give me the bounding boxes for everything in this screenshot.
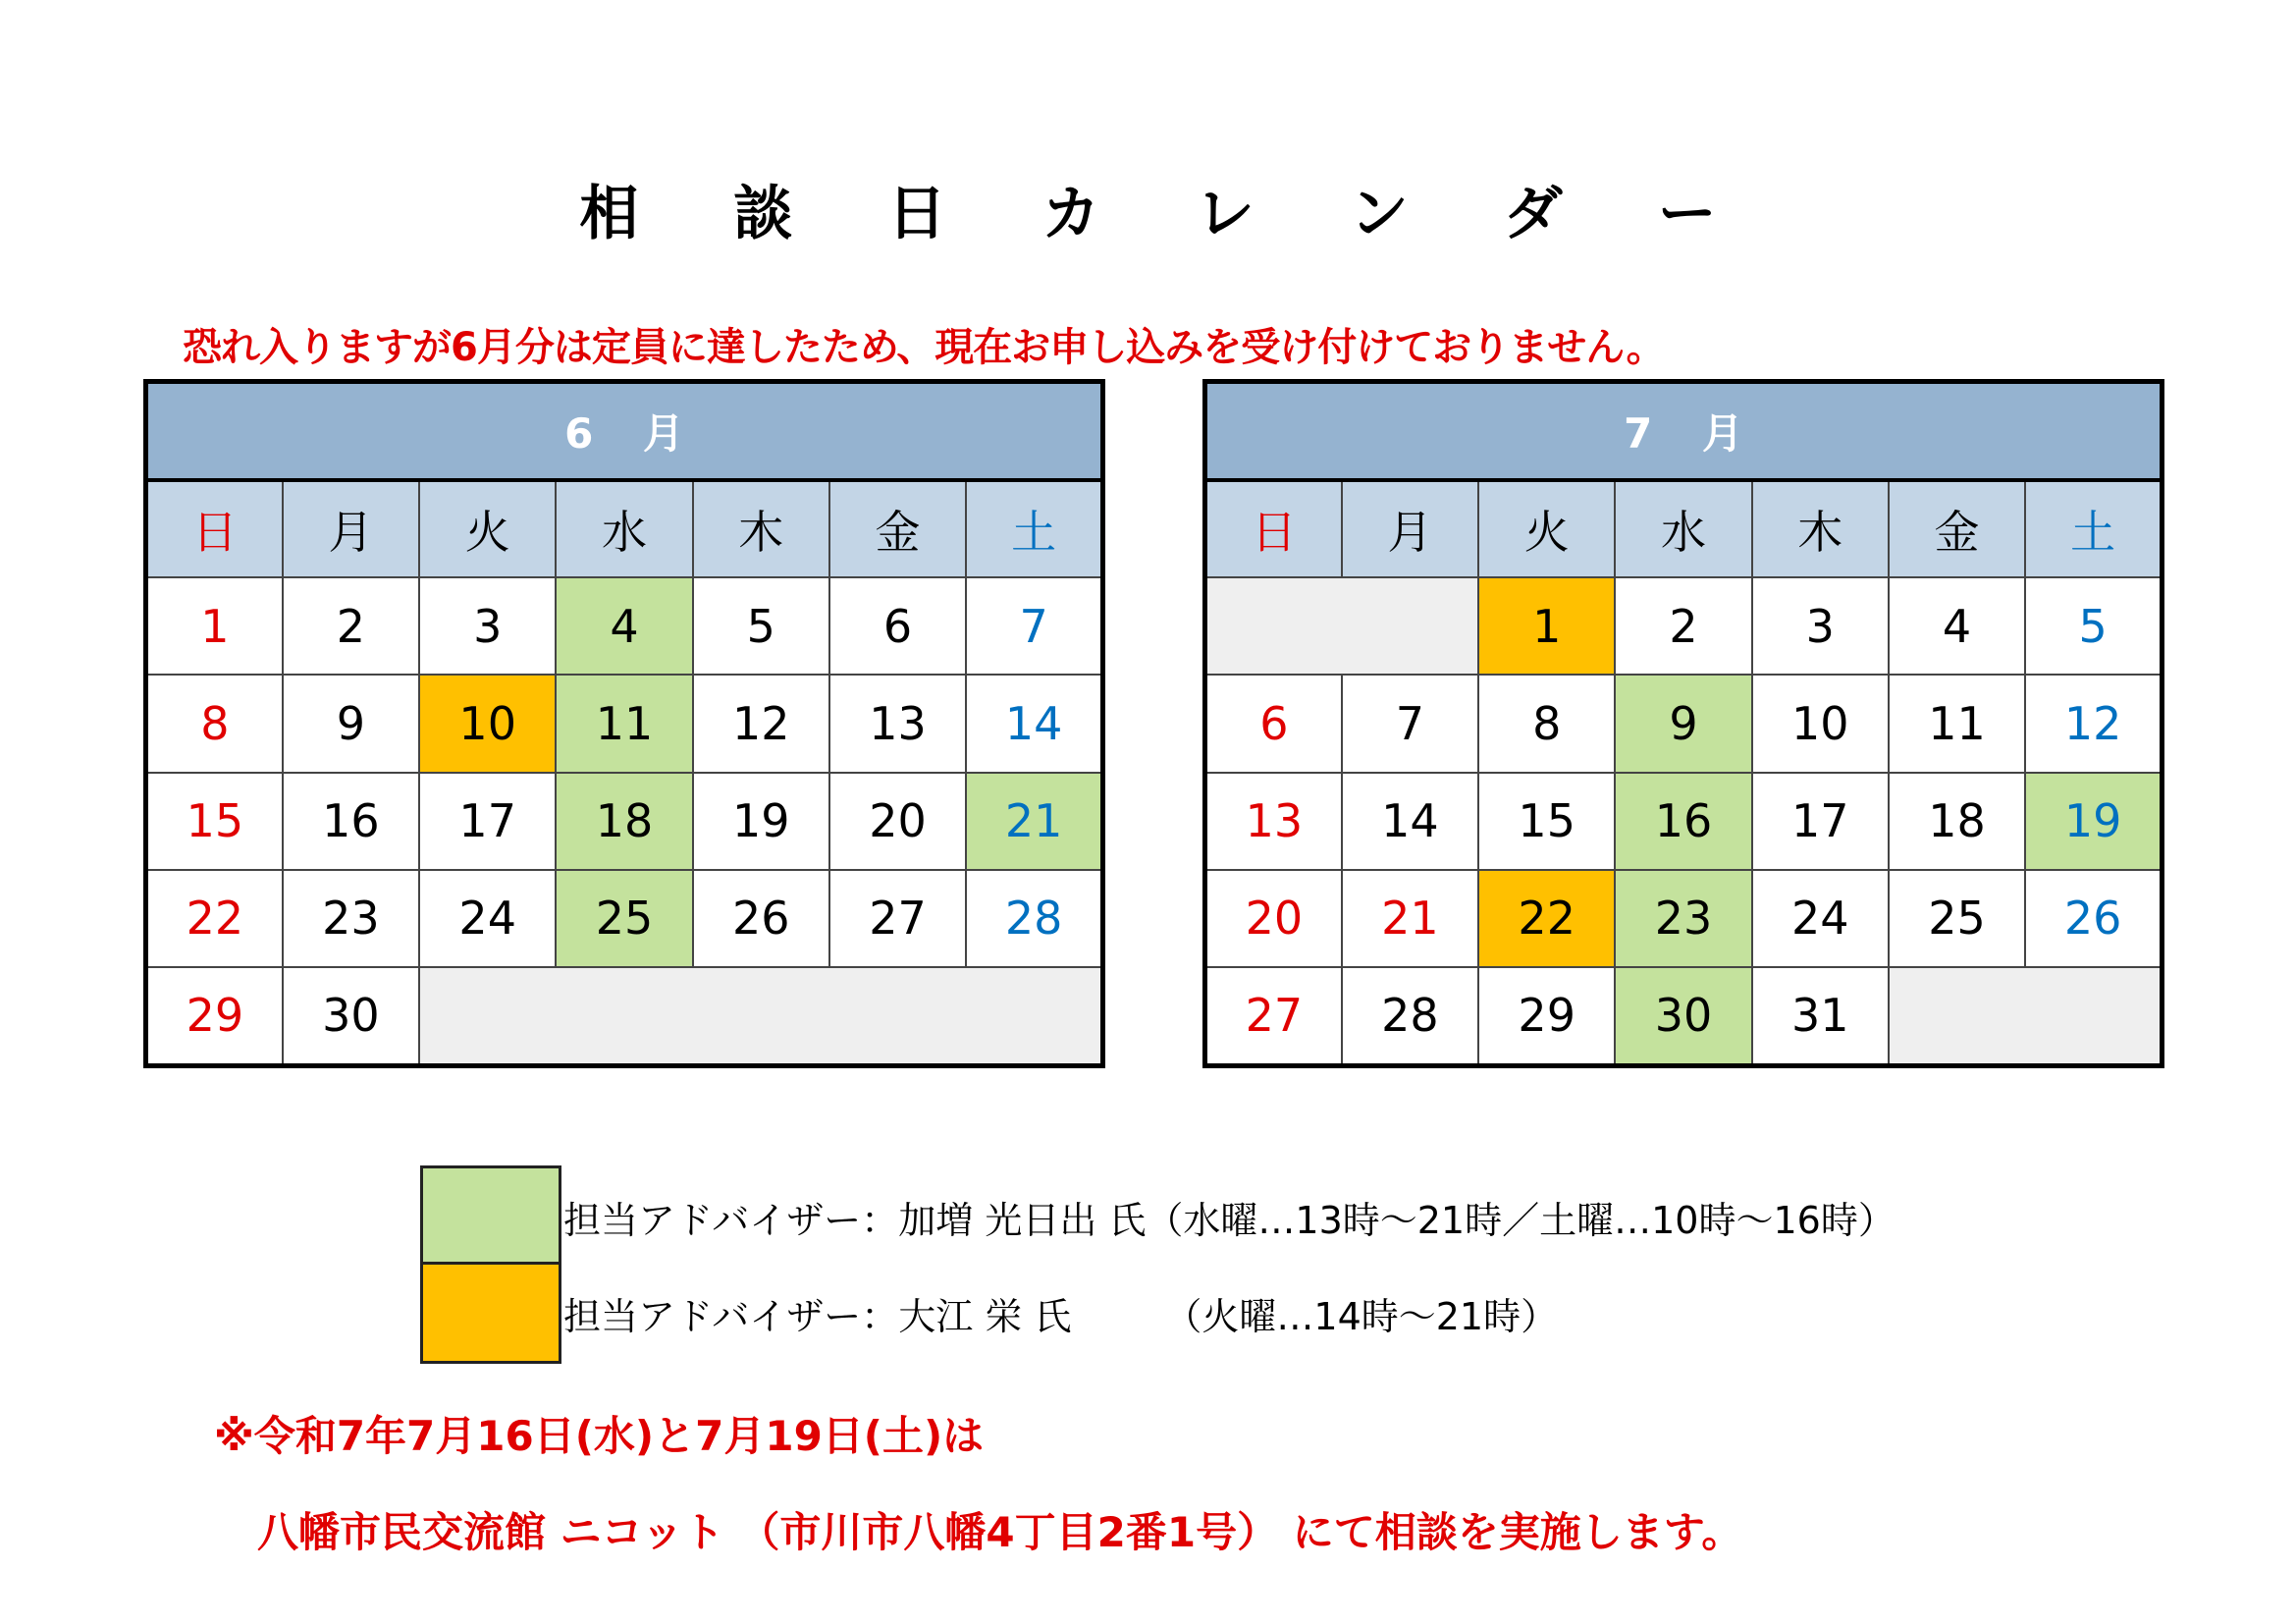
july-day-cell: 10 — [1752, 675, 1889, 772]
july-weekday-3: 水 — [1615, 480, 1751, 577]
june-week-row — [146, 967, 1103, 1066]
legend-orange-swatch — [420, 1262, 561, 1364]
july-day-cell: 3 — [1752, 577, 1889, 675]
july-day-cell: 13 — [1205, 773, 1342, 870]
june-weekday-1: 月 — [283, 480, 419, 577]
june-day-cell: 6 — [829, 577, 966, 675]
july-day-cell: 25 — [1889, 870, 2025, 967]
june-day-cell: 25 — [556, 870, 692, 967]
june-day-cell: 27 — [829, 870, 966, 967]
july-day-cell: 5 — [2025, 577, 2162, 675]
july-day-cell: 14 — [1342, 773, 1478, 870]
july-weekday-2: 火 — [1478, 480, 1615, 577]
july-day-cell: 26 — [2025, 870, 2162, 967]
july-day-cell: 20 — [1205, 870, 1342, 967]
june-weekday-row — [146, 480, 1103, 577]
june-day-cell: 8 — [146, 675, 283, 772]
june-day-cell: 2 — [283, 577, 419, 675]
july-day-cell: 6 — [1205, 675, 1342, 772]
july-day-cell: 18 — [1889, 773, 2025, 870]
legend-green-swatch — [420, 1165, 561, 1268]
july-day-cell: 23 — [1615, 870, 1751, 967]
july-weekday-6: 土 — [2025, 480, 2162, 577]
june-day-cell: 21 — [966, 773, 1102, 870]
june-day-cell: 12 — [693, 675, 829, 772]
june-week-row — [146, 870, 1103, 967]
june-day-cell: 20 — [829, 773, 966, 870]
june-day-cell: 5 — [693, 577, 829, 675]
july-weekday-0: 日 — [1205, 480, 1342, 577]
june-day-cell: 18 — [556, 773, 692, 870]
june-calendar — [143, 379, 1105, 1068]
june-day-cell: 17 — [419, 773, 556, 870]
july-day-cell: 28 — [1342, 967, 1478, 1066]
june-weekday-4: 木 — [693, 480, 829, 577]
july-day-cell: 19 — [2025, 773, 2162, 870]
june-weekday-5: 金 — [829, 480, 966, 577]
july-day-cell: 21 — [1342, 870, 1478, 967]
june-day-cell: 10 — [419, 675, 556, 772]
june-day-cell: 9 — [283, 675, 419, 772]
july-day-cell: 30 — [1615, 967, 1751, 1066]
july-day-cell: 15 — [1478, 773, 1615, 870]
july-day-cell: 29 — [1478, 967, 1615, 1066]
june-day-cell: 13 — [829, 675, 966, 772]
july-weekday-4: 木 — [1752, 480, 1889, 577]
june-day-cell: 16 — [283, 773, 419, 870]
july-day-cell: 9 — [1615, 675, 1751, 772]
june-weekday-6: 土 — [966, 480, 1102, 577]
june-day-cell: 22 — [146, 870, 283, 967]
june-day-cell: 29 — [146, 967, 283, 1066]
june-day-cell: 28 — [966, 870, 1102, 967]
july-week-row — [1205, 967, 2163, 1066]
venue-note-line2: 八幡市民交流館 ニコット （市川市八幡4丁目2番1号） にて相談を実施します。 — [257, 1508, 1743, 1556]
june-day-cell: 26 — [693, 870, 829, 967]
june-day-cell: 14 — [966, 675, 1102, 772]
june-day-cell: 15 — [146, 773, 283, 870]
july-day-cell: 2 — [1615, 577, 1751, 675]
june-day-cell: 23 — [283, 870, 419, 967]
legend-orange-text: 担当アドバイザー：大江 栄 氏 （火曜…14時～21時） — [563, 1295, 1559, 1338]
july-day-cell: 27 — [1205, 967, 1342, 1066]
july-day-cell: 11 — [1889, 675, 2025, 772]
july-day-cell: 31 — [1752, 967, 1889, 1066]
page-title: 相 談 日 カ レ ン ダ ー — [579, 180, 1754, 248]
closed-notice: 恐れ入りますが6月分は定員に達したため、現在お申し込みを受け付けておりません。 — [183, 325, 1665, 370]
july-day-cell: 8 — [1478, 675, 1615, 772]
july-week-row — [1205, 577, 2163, 675]
legend-green-text: 担当アドバイザー：加増 光日出 氏（水曜…13時～21時／土曜…10時～16時） — [563, 1199, 1896, 1242]
june-day-cell: 7 — [966, 577, 1102, 675]
july-day-cell: 4 — [1889, 577, 2025, 675]
june-day-cell: 3 — [419, 577, 556, 675]
july-day-cell: 16 — [1615, 773, 1751, 870]
june-day-cell: 4 — [556, 577, 692, 675]
july-day-cell: 7 — [1342, 675, 1478, 772]
july-day-cell: 24 — [1752, 870, 1889, 967]
july-day-cell: 12 — [2025, 675, 2162, 772]
june-weekday-2: 火 — [419, 480, 556, 577]
june-day-cell: 24 — [419, 870, 556, 967]
july-weekday-5: 金 — [1889, 480, 2025, 577]
june-weekday-0: 日 — [146, 480, 283, 577]
july-day-cell: 1 — [1478, 577, 1615, 675]
june-weekday-3: 水 — [556, 480, 692, 577]
july-week-row — [1205, 675, 2163, 772]
july-empty-cell — [1889, 967, 2163, 1066]
june-day-cell: 11 — [556, 675, 692, 772]
july-weekday-row — [1205, 480, 2163, 577]
july-month-header: 7 月 — [1205, 382, 2163, 481]
june-day-cell: 30 — [283, 967, 419, 1066]
july-week-row — [1205, 773, 2163, 870]
july-day-cell: 17 — [1752, 773, 1889, 870]
july-empty-cell — [1205, 577, 1479, 675]
june-empty-cell — [419, 967, 1102, 1066]
june-week-row — [146, 773, 1103, 870]
july-weekday-1: 月 — [1342, 480, 1478, 577]
june-day-cell: 1 — [146, 577, 283, 675]
june-week-row — [146, 675, 1103, 772]
june-week-row — [146, 577, 1103, 675]
june-month-header: 6 月 — [146, 382, 1103, 481]
july-day-cell: 22 — [1478, 870, 1615, 967]
venue-note-line1: ※令和7年7月16日(水)と7月19日(土)は — [214, 1412, 985, 1460]
june-day-cell: 19 — [693, 773, 829, 870]
july-week-row — [1205, 870, 2163, 967]
july-calendar — [1202, 379, 2164, 1068]
